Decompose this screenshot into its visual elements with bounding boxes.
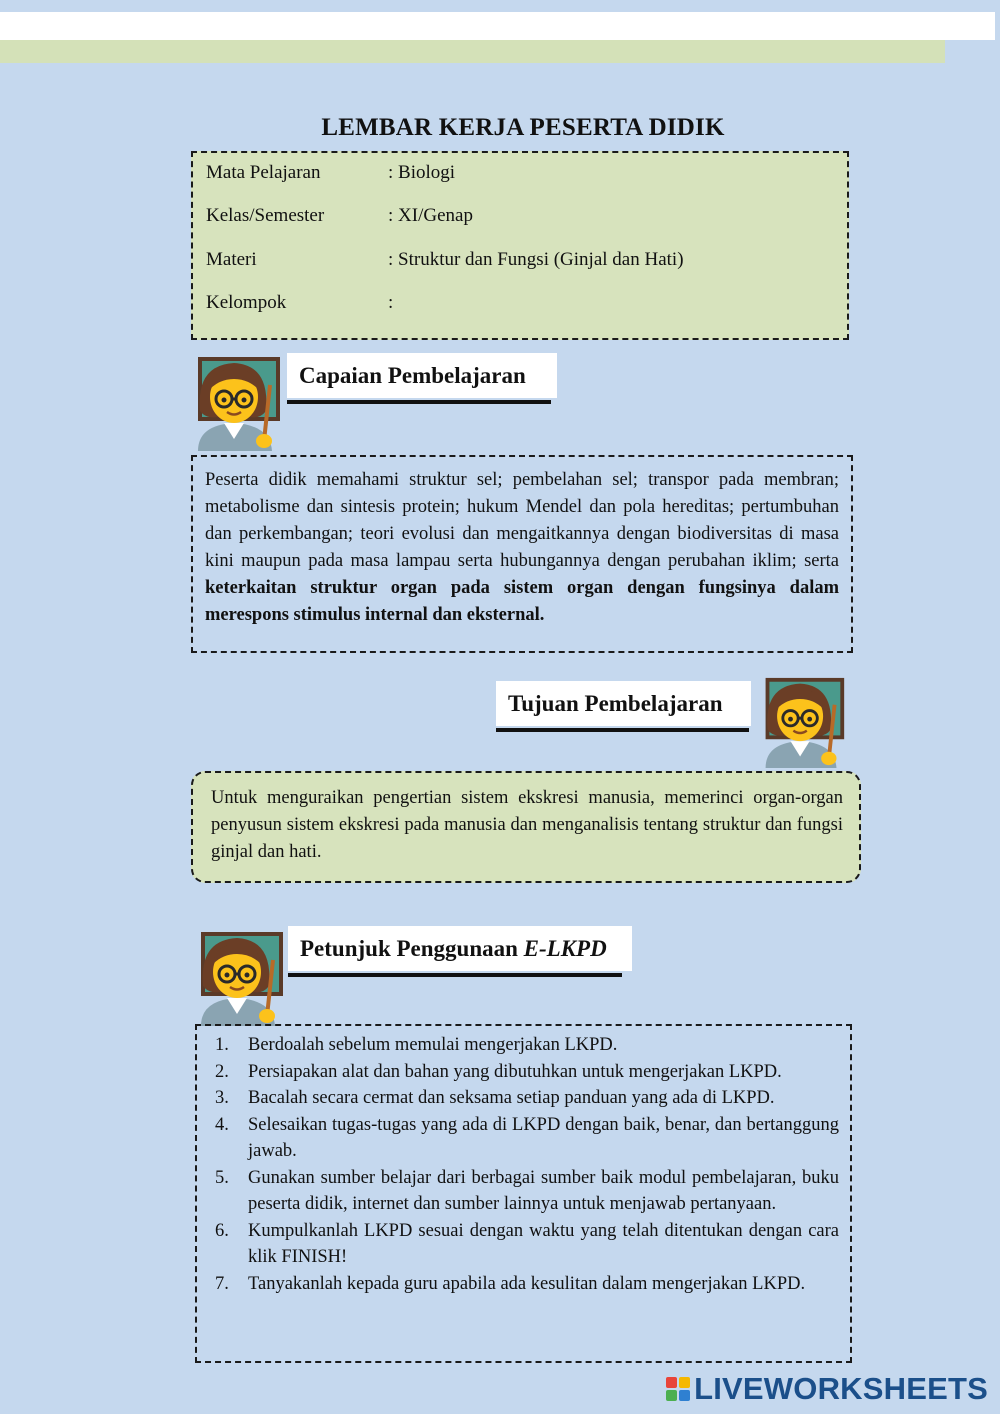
list-item-number: 2.	[215, 1061, 229, 1082]
info-row-subject	[206, 162, 455, 184]
list-item-number: 7.	[215, 1273, 229, 1294]
tujuan-heading-text: Tujuan Pembelajaran	[508, 691, 723, 716]
info-value: :	[388, 292, 394, 313]
list-item-text: Bacalah secara cermat dan seksama setiap panduan yang ada di LKPD.	[248, 1088, 775, 1108]
info-label: Kelas/Semester	[206, 205, 325, 226]
list-item	[215, 1085, 839, 1112]
list-item-number: 3.	[215, 1088, 229, 1108]
tujuan-text: Untuk menguraikan pengertian sistem ekskresi manusia, memerinci organ-organ penyusun sistem ekskresi pada manusia dan menganalisis tentang struktur dan fungsi ginjal dan hati.	[211, 788, 843, 862]
capaian-heading-text: Capaian Pembelajaran	[299, 363, 526, 388]
info-label: Materi	[206, 249, 257, 270]
list-item-text: Persiapakan alat dan bahan yang dibutuhkan untuk mengerjakan LKPD.	[248, 1061, 782, 1082]
list-item	[215, 1032, 839, 1059]
list-item-number: 6.	[215, 1220, 229, 1241]
list-item	[215, 1059, 839, 1086]
list-item	[215, 1271, 839, 1298]
liveworksheets-logo-icon	[666, 1377, 690, 1401]
liveworksheets-logo-link[interactable]	[666, 1372, 988, 1406]
logo-square-l	[666, 1377, 677, 1388]
petunjuk-heading	[288, 926, 632, 971]
list-item-text: Kumpulkanlah LKPD sesuai dengan waktu yang telah ditentukan dengan cara klik FINISH!	[248, 1220, 839, 1267]
teacher-icon	[754, 676, 850, 768]
petunjuk-underline	[288, 973, 622, 977]
teacher-icon	[190, 355, 282, 451]
capaian-text-bold: keterkaitan struktur organ pada sistem organ dengan fungsinya dalam merespons stimulus internal dan eksternal.	[205, 578, 839, 625]
info-value: : Struktur dan Fungsi (Ginjal dan Hati)	[388, 249, 684, 270]
info-row-class	[206, 205, 473, 227]
list-item-text: Gunakan sumber belajar dari berbagai sumber baik modul pembelajaran, buku peserta didik, internet dan sumber lainnya untuk menjawab pertanyaan.	[248, 1167, 839, 1214]
list-item	[215, 1165, 839, 1218]
tujuan-heading	[496, 681, 751, 726]
petunjuk-box	[195, 1024, 852, 1363]
logo-square-e	[679, 1390, 690, 1401]
info-label: Mata Pelajaran	[206, 162, 321, 183]
list-item-number: 1.	[215, 1035, 229, 1055]
info-row-group	[206, 292, 393, 314]
info-value: : Biologi	[388, 162, 456, 183]
list-item-number: 4.	[215, 1114, 229, 1135]
list-item	[215, 1218, 839, 1271]
top-white-band	[0, 12, 995, 40]
teacher-icon	[193, 930, 285, 1026]
tujuan-box	[191, 771, 861, 883]
info-label: Kelompok	[206, 292, 287, 313]
info-box	[191, 151, 849, 340]
page-title: LEMBAR KERJA PESERTA DIDIK	[321, 114, 725, 141]
top-green-band	[0, 40, 945, 63]
list-item-text: Selesaikan tugas-tugas yang ada di LKPD dengan baik, benar, dan bertanggung jawab.	[248, 1114, 839, 1161]
capaian-underline	[287, 400, 551, 404]
logo-square-i	[679, 1377, 690, 1388]
capaian-text	[205, 467, 839, 629]
capaian-box	[191, 455, 853, 653]
list-item	[215, 1112, 839, 1165]
petunjuk-list	[215, 1032, 839, 1297]
list-item-number: 5.	[215, 1167, 229, 1188]
liveworksheets-brand-text: LIVEWORKSHEETS	[694, 1371, 988, 1406]
petunjuk-heading-italic: E-LKPD	[523, 936, 607, 961]
list-item-text: Berdoalah sebelum memulai mengerjakan LKPD.	[248, 1035, 618, 1055]
petunjuk-heading-text: Petunjuk Penggunaan	[300, 936, 524, 961]
capaian-text-normal: Peserta didik memahami struktur sel; pembelahan sel; transpor pada membran; metabolisme dan sintesis protein; hukum Mendel dan pola hereditas; pertumbuhan dan perkembangan; teori evolusi dan mengaitkannya dengan biodiversitas di masa kini maupun pada masa lampau serta hubungannya dengan perubahan iklim; serta	[205, 470, 839, 571]
list-item-text: Tanyakanlah kepada guru apabila ada kesulitan dalam mengerjakan LKPD.	[248, 1273, 806, 1294]
tujuan-underline	[496, 728, 749, 732]
info-value: : XI/Genap	[388, 205, 473, 226]
capaian-heading	[287, 353, 557, 398]
info-row-material	[206, 249, 684, 271]
logo-square-v	[666, 1390, 677, 1401]
